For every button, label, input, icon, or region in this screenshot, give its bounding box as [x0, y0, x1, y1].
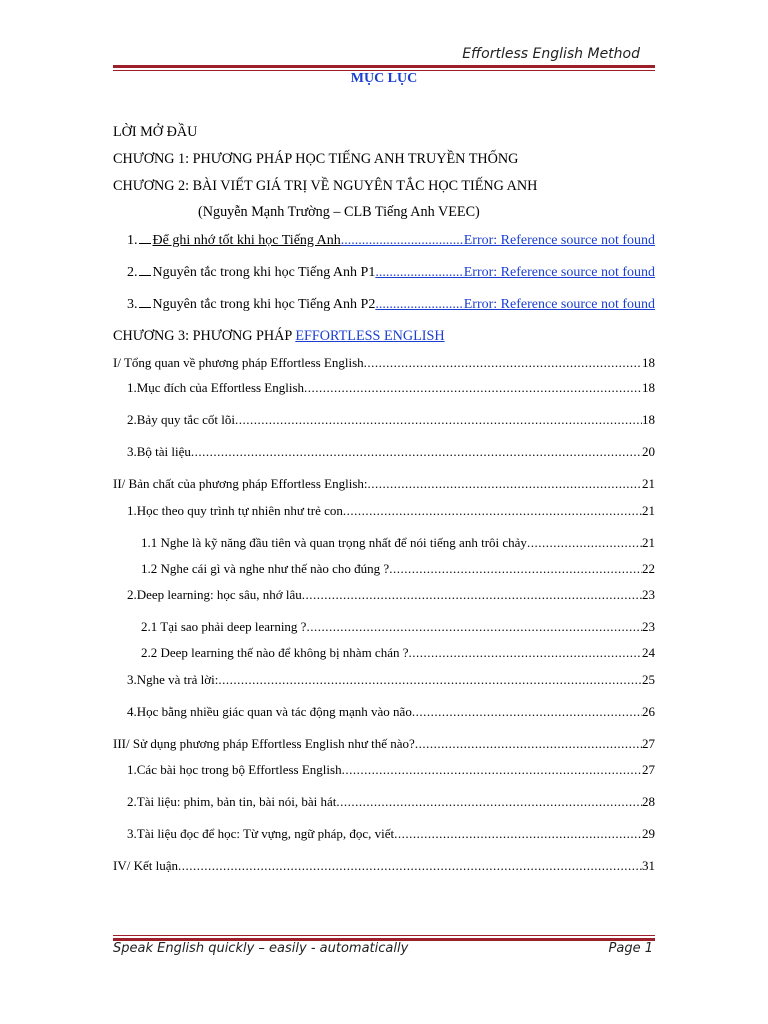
chapter-3-link[interactable]: EFFORTLESS ENGLISH: [295, 328, 445, 344]
toc-title: MỤC LỤC: [350, 71, 418, 86]
toc-entry[interactable]: [127, 704, 655, 720]
error-item-number: 3.: [127, 297, 138, 312]
error-item-label: Để ghi nhớ tốt khi học Tiếng Anh: [152, 233, 341, 248]
toc-entry[interactable]: [127, 503, 655, 519]
toc-entry-label: 3.Tài liệu đọc để học: Từ vựng, ngữ pháp, đọc, viết: [127, 826, 395, 841]
toc-entry-page: 28: [642, 794, 655, 809]
toc-entry-page: 18: [642, 380, 655, 395]
toc-entry[interactable]: [113, 736, 655, 752]
chapter-2-subtitle: (Nguyễn Mạnh Trường – CLB Tiếng Anh VEEC): [198, 204, 480, 220]
toc-entry[interactable]: [127, 672, 655, 688]
toc-entry[interactable]: [141, 535, 655, 551]
toc-entry-label: III/ Sử dụng phương pháp Effortless English như thế nào?: [113, 736, 415, 751]
chapter-2: CHƯƠNG 2: BÀI VIẾT GIÁ TRỊ VỀ NGUYÊN TẮC HỌC TIẾNG ANH: [113, 178, 538, 194]
toc-entry-label: II/ Bản chất của phương pháp Effortless English:: [113, 476, 368, 491]
toc-entry-label: 2.Deep learning: học sâu, nhớ lâu: [127, 587, 302, 602]
toc-entry-page: 21: [642, 535, 655, 550]
toc-entry[interactable]: [127, 826, 655, 842]
toc-entry-label: 2.2 Deep learning thế nào để không bị nhàm chán ?: [141, 645, 409, 660]
toc-entry-page: 31: [642, 858, 655, 873]
toc-entry-page: 23: [642, 587, 655, 602]
toc-entry-page: 27: [642, 736, 655, 751]
error-item-number: 1.: [127, 233, 138, 248]
toc-entry-page: 24: [642, 645, 655, 660]
toc-entry[interactable]: [141, 619, 655, 635]
toc-entry-label: 1.Học theo quy trình tự nhiên như trẻ con: [127, 503, 343, 518]
toc-entry-label: 3.Nghe và trả lời:: [127, 672, 219, 687]
toc-entry-label: 4.Học bằng nhiều giác quan và tác động mạnh vào não: [127, 704, 412, 719]
toc-entry-page: 27: [642, 762, 655, 777]
error-item-message: Error: Reference source not found: [463, 297, 655, 312]
error-item-number: 2.: [127, 265, 138, 280]
toc-entry-label: 1.2 Nghe cái gì và nghe như thế nào cho đúng ?: [141, 561, 390, 576]
toc-entry[interactable]: [113, 476, 655, 492]
toc-entry-label: 2.1 Tại sao phải deep learning ?: [141, 619, 307, 634]
chapter-3-prefix: CHƯƠNG 3: PHƯƠNG PHÁP: [113, 328, 296, 344]
error-item-message: Error: Reference source not found: [463, 265, 655, 280]
toc-entry[interactable]: [127, 762, 655, 778]
chapter-1: CHƯƠNG 1: PHƯƠNG PHÁP HỌC TIẾNG ANH TRUYỀN THỐNG: [113, 151, 519, 167]
toc-entry[interactable]: [127, 380, 655, 396]
toc-entry[interactable]: [113, 355, 655, 371]
error-item-message: Error: Reference source not found: [463, 233, 655, 248]
toc-entry-page: 18: [642, 412, 655, 427]
toc-entry[interactable]: [127, 444, 655, 460]
toc-entry-page: 18: [642, 355, 655, 370]
footer-rule-thin: [113, 935, 655, 936]
footer-slogan: Speak English quickly – easily - automatically: [113, 941, 409, 956]
toc-entry-page: 23: [642, 619, 655, 634]
toc-entry-page: 21: [642, 503, 655, 518]
error-item[interactable]: [127, 263, 655, 281]
toc-entry-label: 2.Tài liệu: phim, bản tin, bài nói, bài hát: [127, 794, 337, 809]
toc-entry-label: IV/ Kết luận: [113, 858, 178, 873]
header-title: Effortless English Method: [462, 46, 640, 62]
error-item[interactable]: [127, 231, 655, 249]
toc-entry-page: 29: [642, 826, 655, 841]
toc-entry-label: 1.Các bài học trong bộ Effortless English: [127, 762, 342, 777]
toc-entry-label: 1.Mục đích của Effortless English: [127, 380, 305, 395]
toc-entry[interactable]: [141, 645, 655, 661]
toc-entry-page: 26: [642, 704, 655, 719]
page-number: Page 1: [608, 941, 653, 956]
toc-entry-page: 22: [642, 561, 655, 576]
toc-entry-label: I/ Tổng quan về phương pháp Effortless English: [113, 355, 364, 370]
toc-entry-page: 20: [642, 444, 655, 459]
toc-entry[interactable]: [113, 858, 655, 874]
header-rule-thick: [113, 65, 655, 68]
toc-entry-page: 21: [642, 476, 655, 491]
toc-entry-label: 1.1 Nghe là kỹ năng đầu tiên và quan trọng nhất để nói tiếng anh trôi chảy: [141, 535, 527, 550]
toc-entry[interactable]: [141, 561, 655, 577]
toc-entry[interactable]: [127, 794, 655, 810]
chapter-intro: LỜI MỞ ĐẦU: [113, 124, 198, 140]
toc-entry[interactable]: [127, 587, 655, 603]
error-item[interactable]: [127, 295, 655, 313]
toc-entry-label: 2.Bảy quy tắc cốt lõi: [127, 412, 235, 427]
toc-entry-label: 3.Bộ tài liệu: [127, 444, 191, 459]
error-item-label: Nguyên tắc trong khi học Tiếng Anh P2: [152, 297, 376, 312]
toc-entry-page: 25: [642, 672, 655, 687]
chapter-3: [113, 328, 655, 345]
toc-entry[interactable]: [127, 412, 655, 428]
error-item-label: Nguyên tắc trong khi học Tiếng Anh P1: [152, 265, 376, 280]
